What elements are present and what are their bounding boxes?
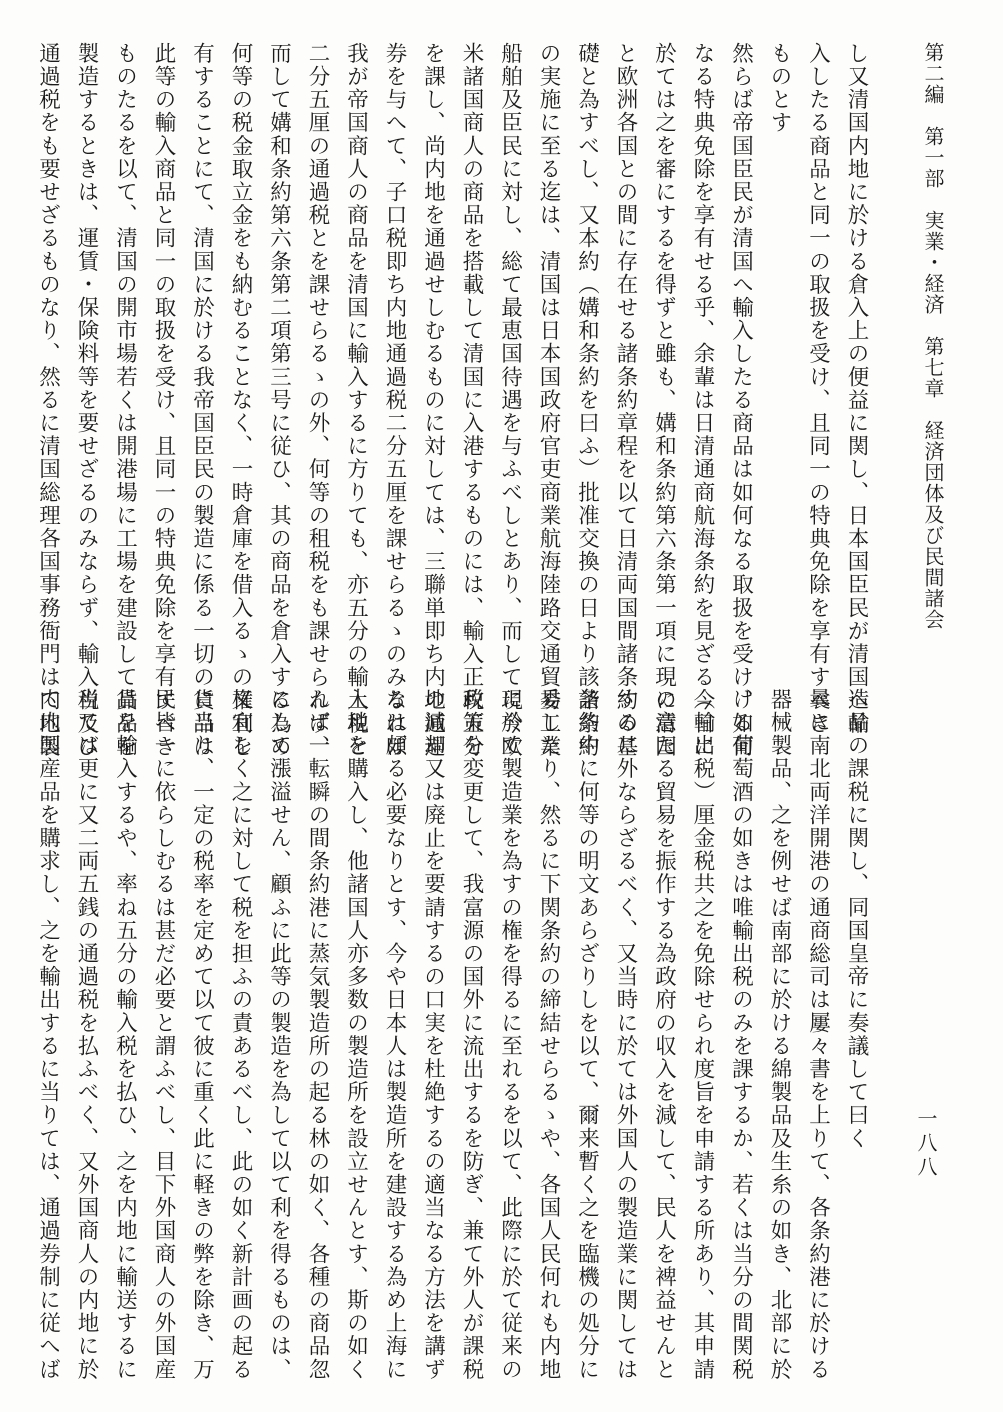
text-line: に於て製造業を為すの権を得るに至れるを以て、此際に於て従来の	[497, 688, 523, 1381]
text-line: にして漲溢せん、顧ふに此等の製造を為して以て利を得るものは、	[266, 688, 292, 1381]
text-line: んば一転瞬の間条約港に蒸気製造所の起る林の如く、各種の商品忽	[305, 688, 330, 1381]
text-line: するに外ならざるべく、又当時に於ては外国人の製造業に関しては	[613, 688, 638, 1381]
text-block-upper	[35, 42, 875, 759]
text-line: 礎と為すべし、又本約（媾和条約を曰ふ）批准交換の日より該諸条約	[574, 42, 600, 759]
text-line: 何等の税金取立金をも納むることなく、一時倉庫を借入るゝの権利を	[228, 42, 253, 759]
text-line: 券を与へて、子口税即ち内地通過税二分五厘を課せらるゝのみなれば	[382, 42, 407, 759]
text-line: 当ては更に又二両五銭の通過税を払ふべく、又外国商人の内地に於	[74, 688, 99, 1381]
text-line: 造品の課税に関し、同国皇帝に奏議して曰く	[844, 688, 869, 1150]
text-line: 曩に南北両洋開港の通商総司は屢々書を上りて、各条約港に於ける	[805, 688, 831, 1381]
text-line: 而して媾和条約第六条第二項第三号に従ひ、其の商品を倉入する為め	[266, 42, 292, 759]
text-line: ける葡萄酒の如きは唯輸出税のみを課するか、若くは当分の間関税	[728, 688, 754, 1381]
text-line: 有することにて、清国に於ける我帝国臣民の製造に係る一切の貨品は	[189, 42, 215, 759]
text-line: の意たる貿易を振作する為政府の収入を減して、民人を裨益せんと	[651, 688, 677, 1381]
page-number: 一八八	[914, 1108, 938, 1180]
text-line: 然らば帝国臣民が清国へ輸入したる商品は如何なる取扱を受け、如何	[728, 42, 754, 759]
text-line: 条約中に何等の明文あらざりしを以て、爾来暫く之を臨機の処分に	[574, 688, 600, 1381]
text-line: 入したる商品と同一の取扱を受け、且同一の特典免除を享有すべき	[805, 42, 831, 735]
text-line: 器械製品、之を例せば南部に於ける綿製品及生糸の如き、北部に於	[767, 688, 792, 1381]
text-line: 船舶及臣民に対し、総て最恵国待遇を与ふべしとあり、而して現今欧	[497, 42, 523, 759]
text-line: 我が帝国商人の商品を清国に輸入するに方りても、亦五分の輸入税と	[343, 42, 369, 759]
running-header: 第二編 第一部 実業・経済 第七章 経済団体及び民間諸会	[921, 42, 945, 630]
text-line: 品を輸入するや、率ね五分の輸入税を払ひ、之を内地に輸送するに	[112, 688, 138, 1381]
text-line: 通過税をも要せざるものなり、然るに清国総理各国事務衙門は内地製	[35, 42, 61, 759]
text-line: 於ては之を審にするを得ずと雖も、媾和条約第六条第一項に現に清国	[651, 42, 677, 759]
text-line: て内国産品を購求し、之を輸出するに当りては、通過券制に従へば	[35, 688, 61, 1381]
text-line: に当り、一定の税率を定めて以て彼に重く此に軽きの弊を除き、万	[189, 688, 215, 1381]
text-line: 米諸国商人の商品を搭載して清国に入港するものには、輸入正税五分	[459, 42, 484, 759]
text-line: の減却又は廃止を要請するの口実を杜絶するの適当なる方法を講ず	[420, 688, 446, 1381]
text-line: し又清国内地に於ける倉入上の便益に関し、日本国臣民が清国へ輸	[844, 42, 869, 735]
text-line: （輸出税）厘金税共之を免除せられ度旨を申請する所あり、其申請	[690, 688, 715, 1381]
text-line: 政策を変更して、我富源の国外に流出するを防ぎ、兼て外人が課税	[459, 688, 484, 1381]
text-line: 二分五厘の通過税とを課せらるゝの外、何等の租税をも課せられず、	[305, 42, 330, 759]
text-line: 委したり、然るに下関条約の締結せらるゝや、各国人民何れも内地	[536, 688, 561, 1381]
text-line: なる特典免除を享有せる乎、余輩は日清通商航海条約を見ざる今日に	[690, 42, 715, 759]
text-line: の実施に至る迄は、清国は日本国政府官吏商業航海陸路交通貿易工業	[536, 42, 561, 759]
text-line: ものたるを以て、清国の開市場若くは開港場に工場を建設して貨品を	[112, 42, 138, 759]
text-line: 民皆一に依らしむるは甚だ必要と謂ふべし、目下外国商人の外国産	[151, 688, 176, 1381]
text-line: 又宜しく之に対して税を担ふの責あるべし、此の如く新計画の起る	[228, 688, 253, 1381]
text-line: 此等の輸入商品と同一の取扱を受け、且同一の特典免除を享有すべき	[151, 42, 176, 759]
text-line: と欧洲各国との間に存在せる諸条約章程を以て日清両国間諸条約の基	[613, 42, 638, 759]
text-line: るは頗る必要なりとす、今や日本人は製造所を建設する為め上海に	[382, 688, 407, 1381]
text-line: ものとす	[767, 42, 792, 135]
text-block-lower	[35, 688, 875, 1381]
text-line: 製造するときは、運賃・保険料等を要せざるのみならず、輸入税及び	[74, 42, 99, 759]
text-line: 土地を購入し、他諸国人亦多数の製造所を設立せんとす、斯の如く	[343, 688, 369, 1381]
text-line: を課し、尚内地を通過せしむるものに対しては、三聯単即ち内地通過	[420, 42, 446, 759]
